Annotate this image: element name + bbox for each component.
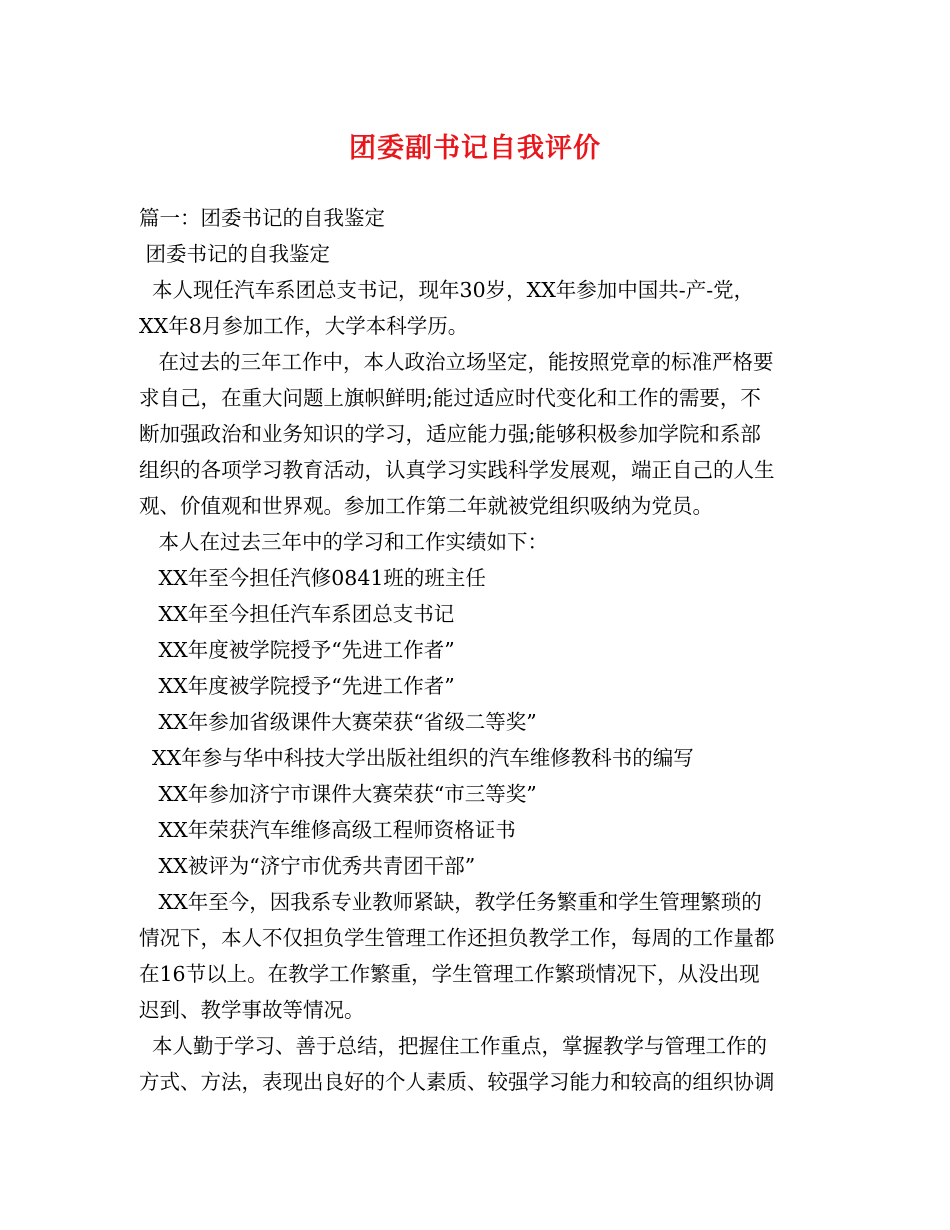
text-line: 团委书记的自我鉴定 xyxy=(139,242,331,266)
text-line: XX年至今担任汽修0841班的班主任 xyxy=(139,566,486,590)
text-line: 方式、方法，表现出良好的个人素质、较强学习能力和较高的组织协调 xyxy=(139,1070,775,1094)
text-line: 本人现任汽车系团总支书记，现年30岁，XX年参加中国共-产-党， xyxy=(139,278,755,302)
text-line: XX年参加省级课件大赛荣获“省级二等奖” xyxy=(139,710,537,734)
text-line: XX年参加济宁市课件大赛荣获“市三等奖” xyxy=(139,782,537,806)
text-line: 迟到、教学事故等情况。 xyxy=(139,998,365,1022)
text-line: 篇一：团委书记的自我鉴定 xyxy=(139,206,385,230)
text-line: 情况下，本人不仅担负学生管理工作还担负教学工作，每周的工作量都 xyxy=(139,926,775,950)
text-line: 在16节以上。在教学工作繁重，学生管理工作繁琐情况下，从没出现 xyxy=(139,962,760,986)
text-line: XX年至今担任汽车系团总支书记 xyxy=(139,602,455,626)
text-line: 组织的各项学习教育活动，认真学习实践科学发展观，端正自己的人生 xyxy=(139,458,775,482)
text-line: XX年8月参加工作，大学本科学历。 xyxy=(139,314,469,338)
text-line: 本人勤于学习、善于总结，把握住工作重点，掌握教学与管理工作的 xyxy=(139,1034,768,1058)
text-line: 求自己，在重大问题上旗帜鲜明;能过适应时代变化和工作的需要，不 xyxy=(139,386,761,410)
text-line: 在过去的三年工作中，本人政治立场坚定，能按照党章的标准严格要 xyxy=(139,350,774,374)
text-line: 本人在过去三年中的学习和工作实绩如下： xyxy=(139,530,549,554)
text-line: XX年参与华中科技大学出版社组织的汽车维修教科书的编写 xyxy=(139,746,694,770)
text-line: 断加强政治和业务知识的学习，适应能力强;能够积极参加学院和系部 xyxy=(139,422,761,446)
text-line: XX年荣获汽车维修高级工程师资格证书 xyxy=(139,818,516,842)
document-title: 团委副书记自我评价 xyxy=(349,133,601,164)
text-line: XX年至今，因我系专业教师紧缺，教学任务繁重和学生管理繁琐的 xyxy=(139,890,762,914)
text-line: 观、价值观和世界观。参加工作第二年就被党组织吸纳为党员。 xyxy=(139,494,713,518)
text-line: XX年度被学院授予“先进工作者” xyxy=(139,674,455,698)
text-line: XX年度被学院授予“先进工作者” xyxy=(139,638,455,662)
text-line: XX被评为“济宁市优秀共青团干部” xyxy=(139,854,476,878)
